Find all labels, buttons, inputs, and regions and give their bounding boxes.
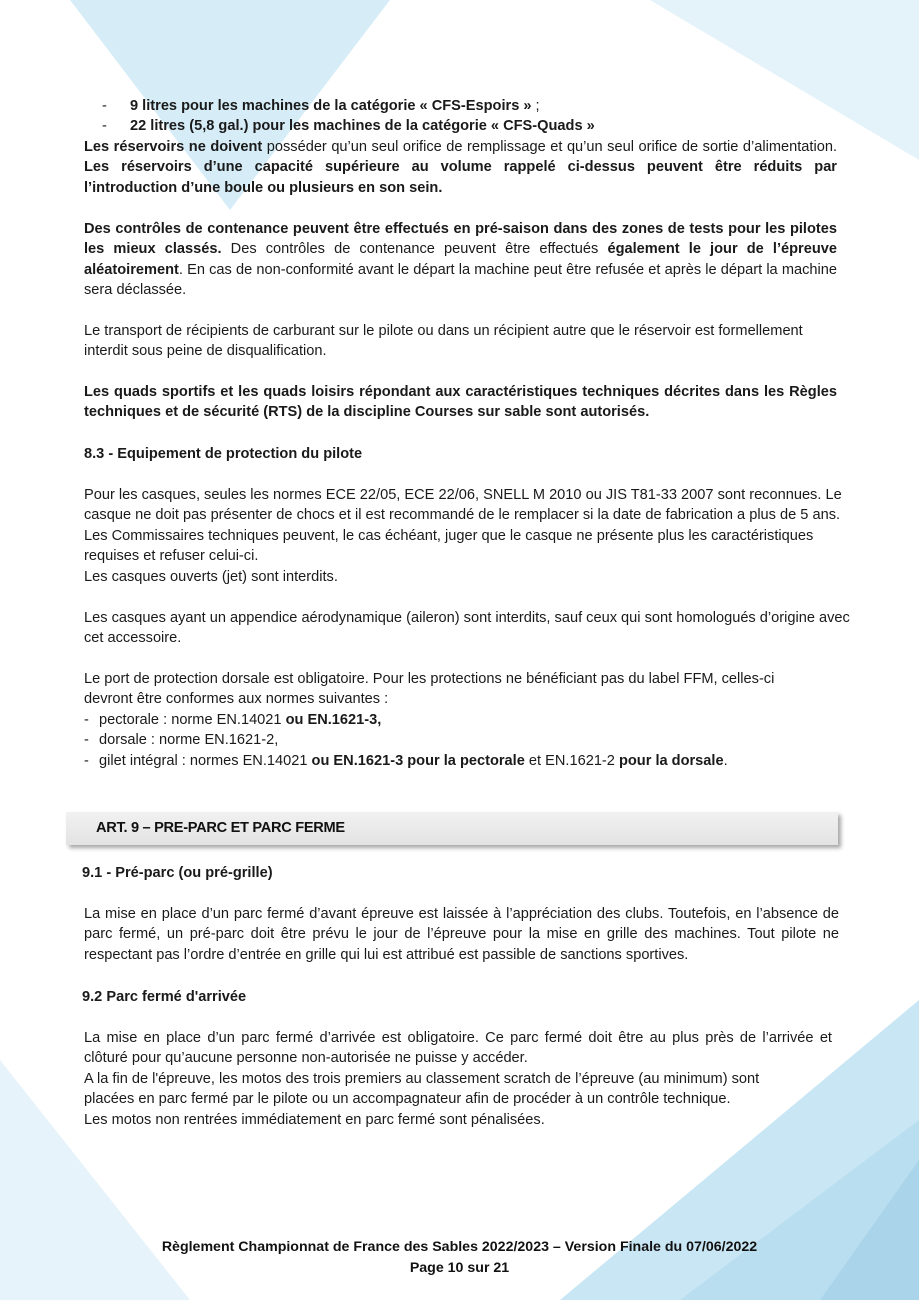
text: gilet intégral : normes EN.14021 (99, 753, 312, 769)
paragraph-9-2-a: La mise en place d’un parc fermé d’arrivée est obligatoire. Ce parc fermé doit être au plus près de l’arrivée et clôturé pour qu’aucune personne non-autorisée ne puisse y accéder. (84, 1030, 832, 1067)
text: . (723, 753, 728, 769)
bold-text: ou EN.1621-3 pour la pectorale (311, 753, 525, 769)
footer-title: Règlement Championnat de France des Sables 2022/2023 – Version Finale du 07/06/2022 (161, 1239, 758, 1255)
article-9-header (66, 812, 838, 845)
list-dash: - (84, 732, 89, 748)
bold-text: Les quads sportifs et les quads loisirs répondant aux caractéristiques techniques décrites dans les Règles techniques et de sécurité (RTS) de la discipline Courses sur sable sont autorisés. (84, 384, 837, 421)
text: Des contrôles de contenance peuvent être effectués (221, 241, 608, 258)
paragraph-dorsale: Le port de protection dorsale est obligatoire. Pour les protections ne bénéficiant pas du label FFM, celles-ci devront être conformes aux normes suivantes : (84, 671, 775, 708)
bold-text: Des contrôles de contenance peuvent être effectués en pré-saison dans des zones de tests pour les pilotes les mieux classés. (84, 221, 837, 258)
norm-gilet (99, 751, 728, 771)
bold-text: Les réservoirs d’une capacité supérieure au volume rappelé ci-dessus peuvent être réduits par l’introduction d’une boule ou plusieurs en son sein. (84, 159, 837, 196)
paragraph-9-2-b: A la fin de l'épreuve, les motos des trois premiers au classement scratch de l’épreuve (au minimum) sont placées en parc fermé par le pilote ou un accompagnateur afin de procéder à un contrôle technique. (84, 1071, 760, 1108)
norm-dorsale (99, 730, 278, 750)
text: . En cas de non-conformité avant le départ la machine peut être refusée et après le départ la machine sera déclassée. (84, 261, 837, 299)
text: posséder qu’un seul orifice de remplissage et qu’un seul orifice de sortie d’alimentation. (262, 139, 837, 155)
text: pectorale : norme EN.14021 (99, 712, 286, 728)
bullet-espoirs (130, 96, 540, 116)
text: et EN.1621-2 (524, 753, 619, 769)
bullet-suffix: ; (531, 98, 540, 114)
section-heading-9-1: 9.1 - Pré-parc (ou pré-grille) (82, 865, 273, 881)
list-dash: - (84, 753, 89, 769)
bold-text: Les réservoirs ne doivent (84, 139, 263, 155)
paragraph-casques: Pour les casques, seules les normes ECE 22/05, ECE 22/06, SNELL M 2010 ou JIS T81-33 2007 sont reconnues. Le casque ne doit pas présenter de chocs et il est recommandé de le remplacer si la date de fabrication a plus de 5 ans. Les Commissaires techniques peuvent, le cas échéant, juger que le casque ne présente plus les caractéristiques requises et refuser celui-ci. (84, 487, 842, 565)
bullet-dash: - (102, 118, 107, 134)
footer-page-number: Page 10 sur 21 (409, 1260, 510, 1276)
paragraph-appendice: Les casques ayant un appendice aérodynamique (aileron) sont interdits, sauf ceux qui sont homologués d’origine avec cet accessoire. (84, 610, 850, 647)
section-heading-8-3: 8.3 - Equipement de protection du pilote (84, 446, 363, 462)
paragraph-quads (84, 382, 837, 423)
list-dash: - (84, 712, 89, 728)
bullet-text: 22 litres (5,8 gal.) pour les machines de la catégorie « CFS-Quads » (130, 118, 595, 134)
bullet-dash: - (102, 98, 107, 114)
norm-pectorale (99, 710, 381, 730)
paragraph-9-1: La mise en place d’un parc fermé d’avant épreuve est laissée à l’appréciation des clubs. Toutefois, en l’absence de parc fermé, un pré-parc doit être prévu le jour de l’épreuve pour la mise en grille des machines. Tout pilote ne respectant pas l’ordre d’entrée en grille qui lui est attribué est passible de sanctions sportives. (84, 906, 839, 963)
bullet-quads (130, 116, 595, 136)
paragraph-casques-ouverts: Les casques ouverts (jet) sont interdits. (84, 569, 338, 585)
text: dorsale : norme EN.1621-2, (99, 732, 279, 748)
bold-text: pour la dorsale (618, 753, 724, 769)
paragraph-controles (84, 219, 837, 301)
bold-text: également le jour de l’épreuve aléatoirement (84, 241, 837, 278)
paragraph-9-2-c: Les motos non rentrées immédiatement en parc fermé sont pénalisées. (84, 1112, 545, 1128)
bold-text: ou EN.1621-3, (285, 712, 382, 728)
paragraph-reservoirs (84, 137, 837, 198)
section-heading-9-2: 9.2 Parc fermé d'arrivée (82, 989, 247, 1005)
article-9-title: ART. 9 – PRE-PARC ET PARC FERME (96, 820, 345, 836)
bullet-text: 9 litres pour les machines de la catégorie « CFS-Espoirs » (130, 98, 532, 114)
paragraph-transport: Le transport de récipients de carburant sur le pilote ou dans un récipient autre que le réservoir est formellement interdit sous peine de disqualification. (84, 323, 803, 360)
